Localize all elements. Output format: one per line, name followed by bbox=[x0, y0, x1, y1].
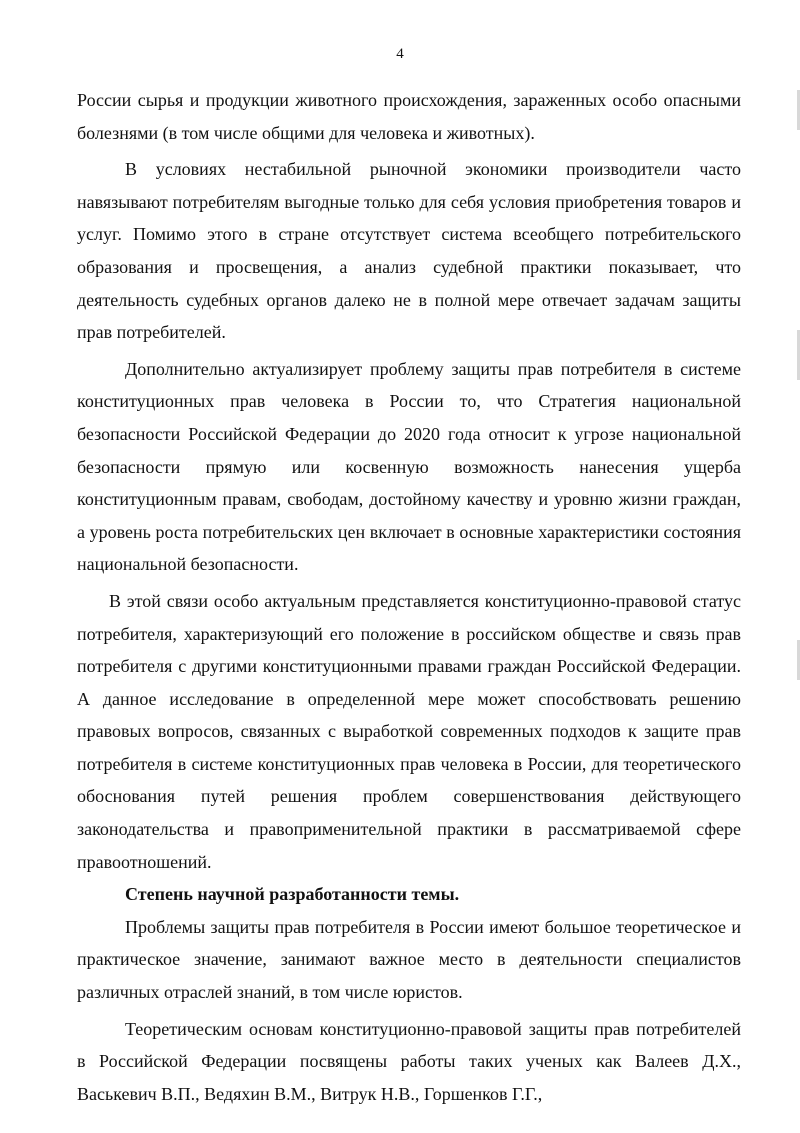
section-heading: Степень научной разработанности темы. bbox=[125, 884, 460, 905]
paragraph-market-economy: В условиях нестабильной рыночной экономики производители часто навязывают потребителям выгодные только для себя условия приобретения товаров и услуг. Помимо этого в стране отсутствует система всеобщего потребительского образования и просвещения, а анализ судебной практики показывает, что деятельность судебных органов далеко не в полной мере отвечает задачам защиты прав потребителей. bbox=[77, 159, 741, 343]
paragraph-continuation: России сырья и продукции животного происхождения, зараженных особо опасными болезнями (в том числе общими для человека и животных). bbox=[77, 90, 741, 143]
document-body bbox=[77, 84, 741, 1110]
paragraph-theoretical-basis: Теоретическим основам конституционно-правовой защиты прав потребителей в Российской Федерации посвящены работы таких ученых как Валеев Д.Х., Васькевич В.П., Ведяхин В.М., Витрук Н.В., Горшенков Г.Г., bbox=[77, 1018, 741, 1104]
paragraph-national-security: Дополнительно актуализирует проблему защиты прав потребителя в системе конституционных прав человека в России то, что Стратегия национальной безопасности Российской Федерации до 2020 года относит к угрозе национальной безопасности прямую или косвенную возможность нанесения ущерба конституционным правам, свободам, достойному качеству и уровню жизни граждан, а уровень роста потребительских цен включает в основные характеристики состояния национальной безопасности. bbox=[77, 358, 741, 575]
paragraph-relevance: В этой связи особо актуальным представляется конституционно-правовой статус потребителя, характеризующий его положение в российском обществе и связь прав потребителя с другими конституционными правами граждан Российской Федерации. А данное исследование в определенной мере может способствовать решению правовых вопросов, связанных с выработкой современных подходов к защите прав потребителя в системе конституционных прав человека в России, для теоретического обоснования путей решения проблем совершенствования действующего законодательства и правоприменительной практики в рассматриваемой сфере правоотношений. bbox=[77, 590, 741, 872]
page-number: 4 bbox=[396, 46, 404, 62]
paragraph-problems: Проблемы защиты прав потребителя в России имеют большое теоретическое и практическое значение, занимают важное место в деятельности специалистов различных отраслей знаний, в том числе юристов. bbox=[77, 916, 741, 1003]
